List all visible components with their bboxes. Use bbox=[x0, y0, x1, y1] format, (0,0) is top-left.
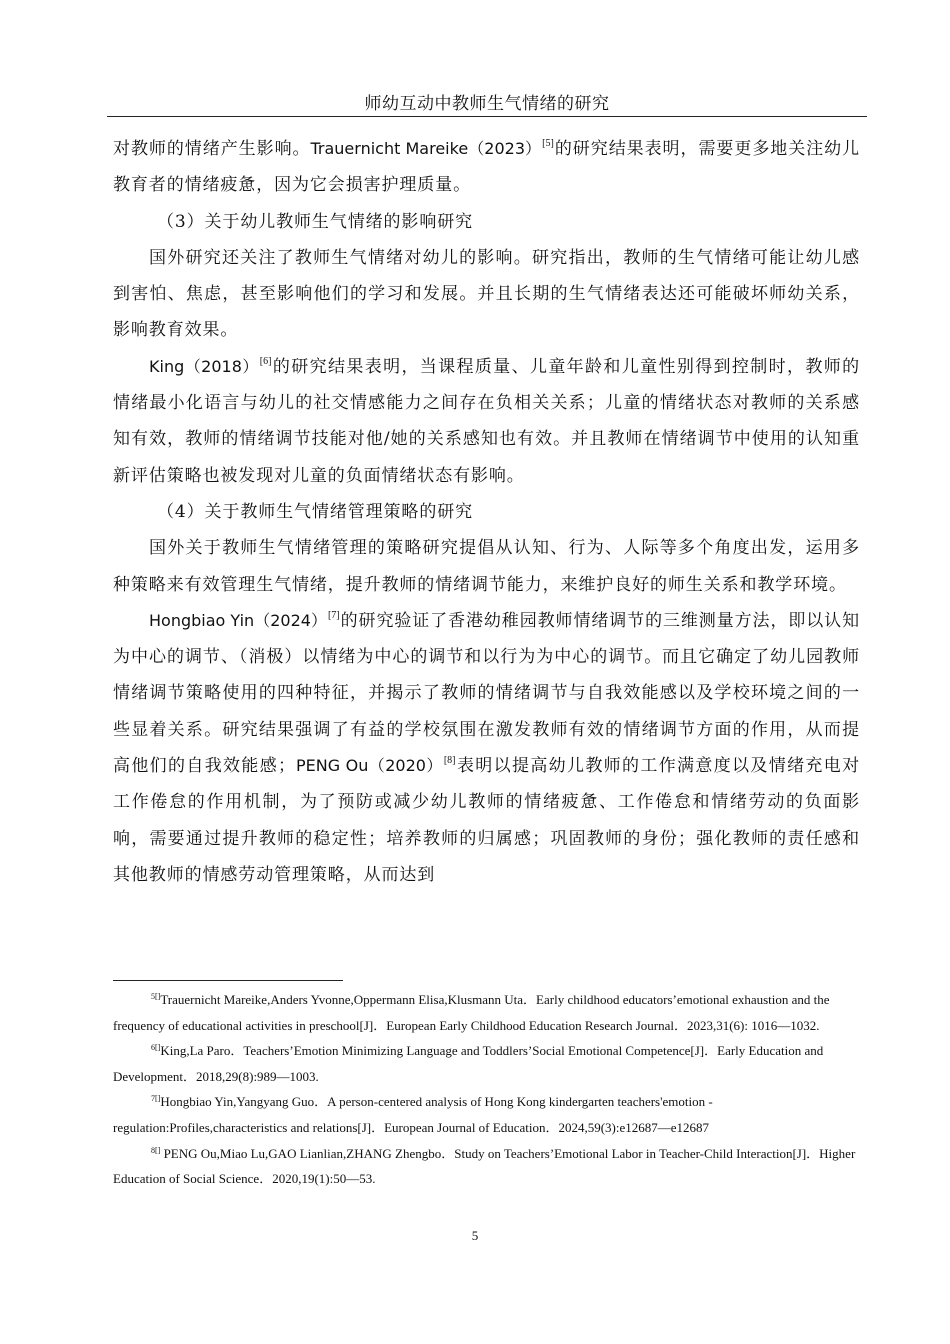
paragraph-1 bbox=[113, 131, 860, 204]
paragraph-5-text-d: 表明以提高幼儿教师的工作满意度以及情绪充电对工作倦怠的作用机制，为了预防或减少幼儿教师的情绪疲惫、工作倦怠和情绪劳动的负面影响，需要通过提升教师的稳定性；培养教师的归属感；巩固教师的身份；强化教师的责任感和其他教师的情感劳动管理策略，从而达到 bbox=[113, 756, 860, 885]
footnote-text-8: PENG Ou,Miao Lu,GAO Lianlian,ZHANG Zhengbo．Study on Teachers’Emotional Labor in Teacher-Child Interaction[J]．Higher Education of Social Science．2020,19(1):50—53. bbox=[113, 1145, 856, 1187]
paragraph-3-text: 的研究结果表明，当课程质量、儿童年龄和儿童性别得到控制时，教师的情绪最小化语言与幼儿的社交情感能力之间存在负相关关系；儿童的情绪状态对教师的关系感知有效，教师的情绪调节技能对他/她的关系感知也有效。并且教师在情绪调节中使用的认知重新评估策略也被发现对儿童的负面情绪状态有影响。 bbox=[113, 356, 860, 486]
footnote-separator bbox=[113, 980, 343, 981]
paragraph-4: 国外关于教师生气情绪管理的策略研究提倡从认知、行为、人际等多个角度出发，运用多种策略来有效管理生气情绪，提升教师的情绪调节能力，来维护良好的师生关系和教学环境。 bbox=[113, 538, 860, 595]
body-text bbox=[113, 131, 860, 893]
footnote-ref-6[interactable]: [6] bbox=[259, 355, 272, 367]
header-rule bbox=[107, 116, 867, 117]
paragraph-5-text-b: 的研究验证了香港幼稚园教师情绪调节的三维测量方法，即以认知为中心的调节、（消极）以情绪为中心的调节和以行为为中心的调节。而且它确定了幼儿园教师情绪调节策略使用的四种特征，并揭示了教师的情绪调节与自我效能感以及学校环境之间的一些显着关系。研究结果强调了有益的学校氛围在激发教师有效的情绪调节方面的作用，从而提高他们的自我效能感； bbox=[113, 610, 860, 777]
footnote-7 bbox=[113, 1089, 860, 1140]
footnotes bbox=[113, 987, 860, 1192]
page-number: 5 bbox=[471, 1228, 479, 1243]
paragraph-2: 国外研究还关注了教师生气情绪对幼儿的影响。研究指出，教师的生气情绪可能让幼儿感到害怕、焦虑，甚至影响他们的学习和发展。并且长期的生气情绪表达还可能破坏师幼关系，影响教育效果。 bbox=[113, 247, 860, 341]
footnote-mark-5: 5[] bbox=[151, 992, 161, 1001]
footnote-text-5: Trauernicht Mareike,Anders Yvonne,Oppermann Elisa,Klusmann Uta．Early childhood educators’emotional exhaustion and the frequency of educational activities in preschool[J]．European Early Childhood Education Research Journal．2023,31(6): 1016—1032. bbox=[113, 992, 830, 1033]
paragraph-5 bbox=[113, 603, 860, 893]
citation-trauernicht: Trauernicht Mareike（2023） bbox=[310, 139, 542, 158]
section-heading-4: （4）关于教师生气情绪管理策略的研究 bbox=[157, 501, 474, 522]
footnote-8 bbox=[113, 1141, 860, 1192]
footnote-ref-8[interactable]: [8] bbox=[443, 755, 456, 767]
footnote-mark-7: 7[] bbox=[151, 1094, 161, 1104]
footnote-mark-8: 8[] bbox=[151, 1145, 161, 1155]
footnote-ref-5[interactable]: [5] bbox=[542, 138, 554, 149]
footnote-text-6: King,La Paro．Teachers’Emotion Minimizing Language and Toddlers’Social Emotional Competence[J]．Early Education and Development．2018,29(8):989—1003. bbox=[113, 1043, 824, 1084]
citation-hongbiao-yin: Hongbiao Yin（2024） bbox=[149, 610, 327, 630]
citation-peng-ou: PENG Ou（2020） bbox=[295, 756, 443, 776]
running-header: 师幼互动中教师生气情绪的研究 bbox=[364, 94, 610, 114]
footnote-ref-7[interactable]: [7] bbox=[327, 609, 340, 621]
section-heading-3: （3）关于幼儿教师生气情绪的影响研究 bbox=[157, 211, 474, 232]
footnote-mark-6: 6[] bbox=[151, 1043, 161, 1053]
paragraph-1-text-c: 的研究结果表明，需要更多地关注幼儿教育者的情绪疲惫，因为它会损害护理质量。 bbox=[113, 139, 860, 196]
footnote-5 bbox=[113, 987, 860, 1038]
footnote-6 bbox=[113, 1038, 860, 1089]
paragraph-1-text-a: 对教师的情绪产生影响。 bbox=[113, 139, 311, 159]
citation-king: King（2018） bbox=[149, 356, 259, 376]
paragraph-3 bbox=[113, 349, 860, 494]
footnote-text-7: Hongbiao Yin,Yangyang Guo．A person-centered analysis of Hong Kong kindergarten teachers'emotion -regulation:Profiles,characteristics and relations[J]．European Journal of Education．2024,59(3):e12687—e12687 bbox=[113, 1094, 713, 1135]
